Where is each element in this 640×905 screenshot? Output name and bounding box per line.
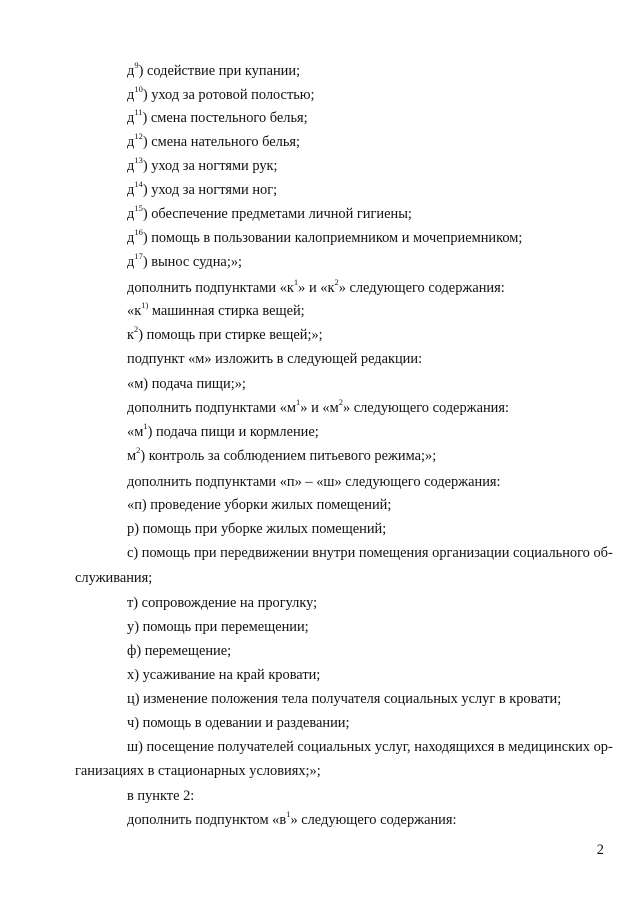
text-segment: дополнить подпунктами «к <box>127 280 294 296</box>
text-line <box>127 60 600 80</box>
text-segment: ) смена постельного белья; <box>142 110 308 126</box>
text-segment: ф) перемещение; <box>127 643 232 659</box>
text-segment: машинная стирка вещей; <box>148 303 305 319</box>
text-segment: ) уход за ногтями ног; <box>142 182 278 198</box>
text-segment: ) уход за ногтями рук; <box>142 158 278 174</box>
text-line <box>127 809 600 829</box>
text-segment: д <box>127 206 135 222</box>
text-line <box>127 376 600 393</box>
text-line <box>127 445 600 465</box>
superscript: 17 <box>134 251 143 262</box>
page-number: 2 <box>596 842 604 858</box>
superscript: 2 <box>134 324 139 335</box>
text-segment: ) уход за ротовой полостью; <box>142 87 315 103</box>
text-line <box>127 619 600 636</box>
text-line <box>127 277 600 297</box>
text-line <box>127 300 600 320</box>
text-segment: ) помощь при стирке вещей;»; <box>138 327 323 343</box>
text-segment: д <box>127 254 135 270</box>
text-segment: ш) посещение получателей социальных услуг, находящихся в медицинских ор- <box>127 739 613 755</box>
text-segment: «м <box>127 424 144 440</box>
text-segment: д <box>127 110 135 126</box>
text-segment: » следующего содержания: <box>338 280 505 296</box>
text-line <box>127 324 600 344</box>
text-line <box>127 131 600 151</box>
text-segment: подпункт «м» изложить в следующей редакции: <box>127 351 423 367</box>
superscript: 2 <box>136 445 141 456</box>
text-segment: д <box>127 230 135 246</box>
text-segment: ) смена нательного белья; <box>142 134 301 150</box>
text-line <box>127 351 600 368</box>
superscript: 13 <box>134 155 143 166</box>
text-segment: «м) подача пищи;»; <box>127 376 246 392</box>
text-line <box>127 227 600 247</box>
superscript: 1 <box>143 421 148 432</box>
text-segment: «п) проведение уборки жилых помещений; <box>127 497 392 513</box>
text-line <box>127 397 600 417</box>
text-segment: » и «м <box>300 400 339 416</box>
superscript: 1) <box>141 300 149 311</box>
text-segment: ц) изменение положения тела получателя социальных услуг в кровати; <box>127 691 562 707</box>
text-line <box>127 715 600 732</box>
text-segment: ) подача пищи и кормление; <box>147 424 319 440</box>
superscript: 2 <box>334 277 339 288</box>
text-segment: х) усаживание на край кровати; <box>127 667 321 683</box>
superscript: 10 <box>134 84 143 95</box>
superscript: 1 <box>293 277 299 288</box>
text-line <box>127 251 600 271</box>
text-line <box>127 667 600 684</box>
text-segment: в пункте 2: <box>127 788 195 804</box>
text-segment: д <box>127 87 135 103</box>
text-segment: д <box>127 182 135 198</box>
text-line <box>75 570 600 587</box>
text-segment: р) помощь при уборке жилых помещений; <box>127 521 387 537</box>
text-segment: т) сопровождение на прогулку; <box>127 595 318 611</box>
superscript: 9 <box>134 60 139 71</box>
text-line <box>127 203 600 223</box>
text-line <box>127 179 600 199</box>
superscript: 12 <box>134 131 143 142</box>
text-segment: дополнить подпунктами «м <box>127 400 297 416</box>
superscript: 11 <box>134 107 143 118</box>
text-line <box>127 643 600 660</box>
superscript: 1 <box>296 397 301 408</box>
text-line <box>127 107 600 127</box>
superscript: 2 <box>338 397 343 408</box>
text-segment: д <box>127 134 135 150</box>
text-segment: ганизациях в стационарных условиях;»; <box>75 763 321 779</box>
superscript: 1 <box>286 809 291 820</box>
superscript: 15 <box>134 203 143 214</box>
text-segment: у) помощь при перемещении; <box>127 619 309 635</box>
text-segment: ) помощь в пользовании калоприемником и мочеприемником; <box>142 230 523 246</box>
text-segment: ) содействие при купании; <box>138 63 301 79</box>
text-segment: » следующего содержания: <box>342 400 509 416</box>
text-segment: дополнить подпунктами «п» – «ш» следующего содержания: <box>127 474 501 490</box>
text-segment: ) контроль за соблюдением питьевого режима;»; <box>140 448 437 464</box>
text-segment: с) помощь при передвижении внутри помещения организации социального об- <box>127 545 613 561</box>
text-line <box>127 739 613 756</box>
text-segment: д <box>127 158 135 174</box>
text-line <box>127 691 600 708</box>
text-line <box>127 474 600 491</box>
text-segment: к <box>127 327 134 343</box>
text-line <box>127 545 613 562</box>
text-segment: м <box>127 448 137 464</box>
text-segment: » и «к <box>298 280 335 296</box>
superscript: 16 <box>134 227 143 238</box>
text-line <box>127 84 600 104</box>
text-segment: «к <box>127 303 142 319</box>
text-segment: дополнить подпунктом «в <box>127 812 287 828</box>
text-segment: служивания; <box>75 570 153 586</box>
text-line <box>75 763 600 780</box>
superscript: 14 <box>134 179 143 190</box>
text-line <box>127 788 600 805</box>
text-segment: ч) помощь в одевании и раздевании; <box>127 715 350 731</box>
text-line <box>127 497 600 514</box>
text-segment: д <box>127 63 135 79</box>
text-segment: ) вынос судна;»; <box>142 254 243 270</box>
text-segment: ) обеспечение предметами личной гигиены; <box>142 206 412 222</box>
text-line <box>127 155 600 175</box>
text-segment: » следующего содержания: <box>290 812 457 828</box>
text-line <box>127 595 600 612</box>
text-line <box>127 421 600 441</box>
text-line <box>127 521 600 538</box>
